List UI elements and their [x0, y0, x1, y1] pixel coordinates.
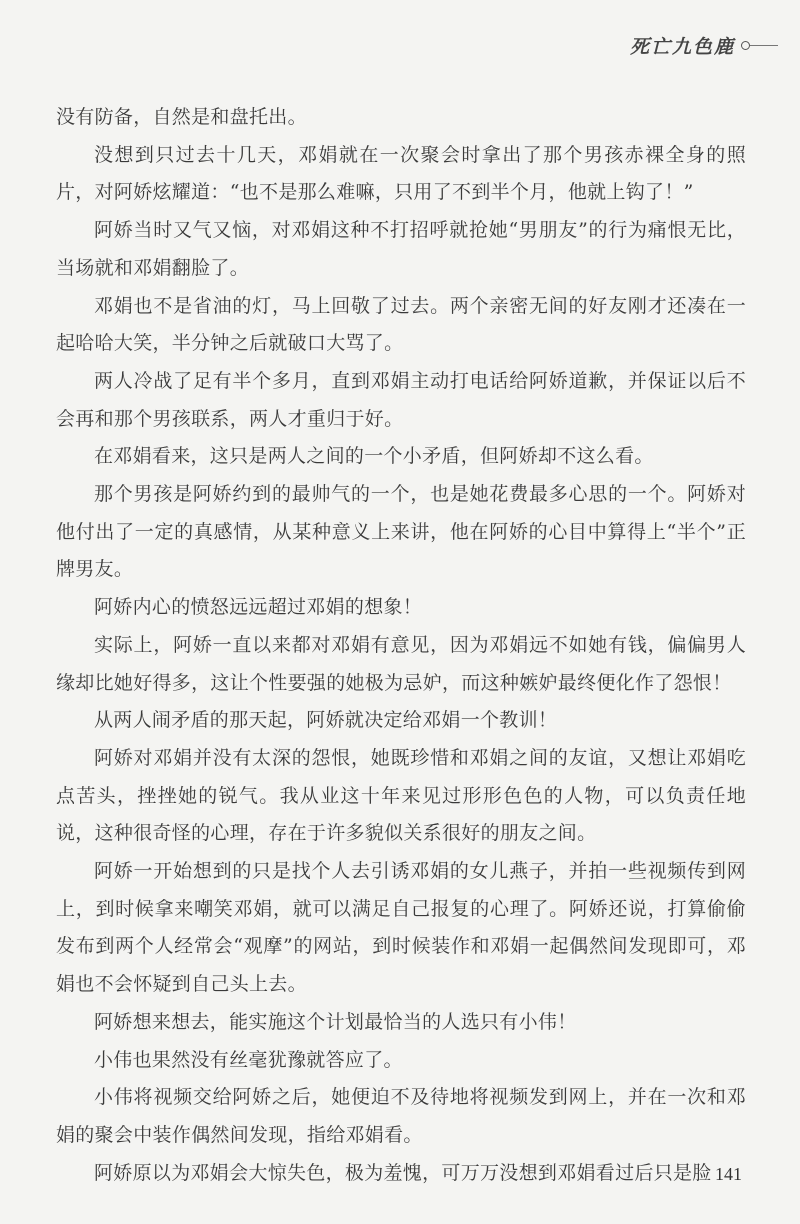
paragraph-8: 阿娇内心的愤怒远远超过邓娟的想象！ [94, 596, 423, 619]
paragraph-11: 阿娇对邓娟并没有太深的怨恨，她既珍惜和邓娟之间的友谊，又想让邓娟吃点苦头，挫挫她的锐气。我从业这十年来见过形形色色的人物，可以负责任地说，这种很奇怪的心理，存在于许多貌似关系很好的朋友之间。 [56, 746, 746, 845]
paragraph-9: 实际上，阿娇一直以来都对邓娟有意见，因为邓娟远不如她有钱，偏偏男人缘却比她好得多，这让个性要强的她极为忌妒，而这种嫉妒最终便化作了怨恨！ [56, 633, 746, 694]
paragraph-16: 阿娇原以为邓娟会大惊失色，极为羞愧，可万万没想到邓娟看过后只是脸 [94, 1161, 712, 1184]
running-title: 死亡九色鹿 [629, 36, 735, 58]
paragraph-15: 小伟将视频交给阿娇之后，她便迫不及待地将视频发到网上，并在一次和邓娟的聚会中装作偶然间发现，指给邓娟看。 [56, 1086, 746, 1146]
header-ornament-icon [741, 41, 778, 50]
running-header [630, 32, 778, 59]
body-text [56, 99, 746, 1192]
paragraph-7: 那个男孩是阿娇约到的最帅气的一个，也是她花费最多心思的一个。阿娇对他付出了一定的真感情，从某种意义上来讲，他在阿娇的心目中算得上“半个”正牌男友。 [56, 483, 746, 581]
paragraph-1: 没有防备，自然是和盘托出。 [56, 106, 307, 128]
paragraph-3: 阿娇当时又气又恼，对邓娟这种不打招呼就抢她“男朋友”的行为痛恨无比，当场就和邓娟翻脸了。 [56, 219, 746, 279]
paragraph-2: 没想到只过去十几天，邓娟就在一次聚会时拿出了那个男孩赤裸全身的照片，对阿娇炫耀道：“也不是那么难嘛，只用了不到半个月，他就上钩了！” [56, 143, 746, 204]
paragraph-12: 阿娇一开始想到的只是找个人去引诱邓娟的女儿燕子，并拍一些视频传到网上，到时候拿来嘲笑邓娟，就可以满足自己报复的心理了。阿娇还说，打算偷偷发布到两个人经常会“观摩”的网站，到时候装作和邓娟一起偶然间发现即可，邓娟也不会怀疑到自己头上去。 [56, 860, 746, 996]
ornament-line [750, 45, 778, 46]
paragraph-4: 邓娟也不是省油的灯，马上回敬了过去。两个亲密无间的好友刚才还凑在一起哈哈大笑，半分钟之后就破口大骂了。 [56, 294, 746, 355]
page-number: 141 [715, 1164, 742, 1184]
paragraph-6: 在邓娟看来，这只是两人之间的一个小矛盾，但阿娇却不这么看。 [94, 445, 654, 468]
paragraph-13: 阿娇想来想去，能实施这个计划最恰当的人选只有小伟！ [94, 1010, 577, 1033]
paragraph-14: 小伟也果然没有丝毫犹豫就答应了。 [94, 1048, 403, 1071]
ornament-circle [741, 41, 750, 50]
paragraph-5: 两人冷战了足有半个多月，直到邓娟主动打电话给阿娇道歉，并保证以后不会再和那个男孩联系，两人才重归于好。 [56, 369, 746, 430]
paragraph-10: 从两人闹矛盾的那天起，阿娇就决定给邓娟一个教训！ [94, 709, 558, 732]
